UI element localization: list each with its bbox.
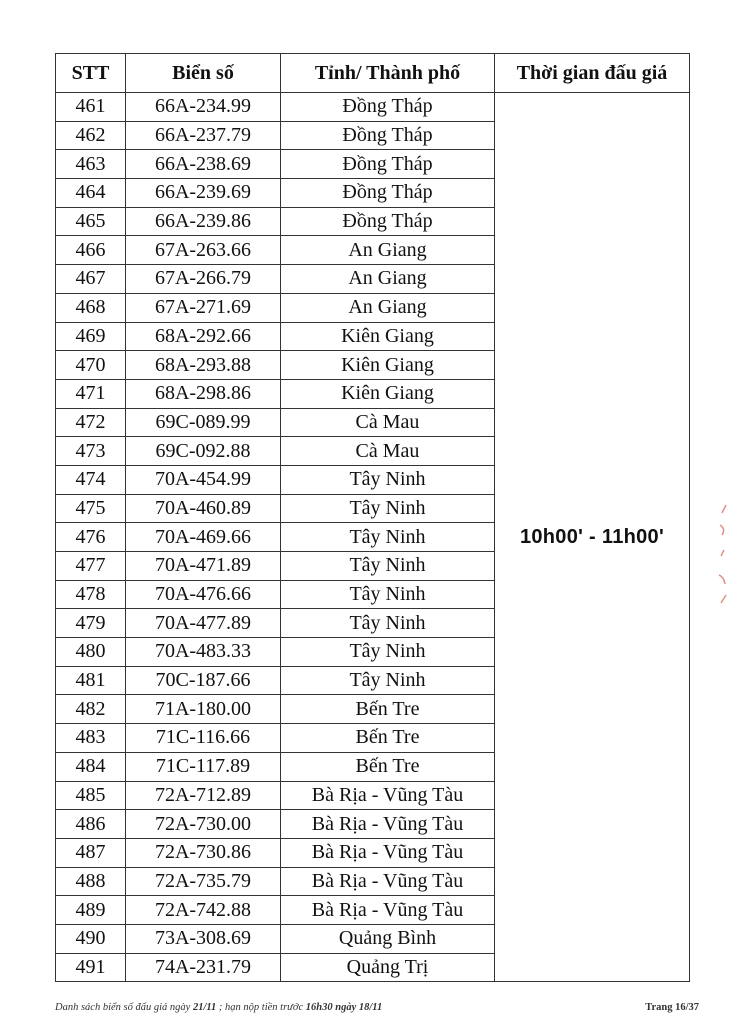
header-province: Tỉnh/ Thành phố — [281, 54, 495, 93]
cell-province: Bến Tre — [281, 695, 495, 724]
cell-plate-number: 72A-730.00 — [126, 810, 281, 839]
cell-stt: 473 — [56, 437, 126, 466]
header-plate-number: Biển số — [126, 54, 281, 93]
cell-plate-number: 70C-187.66 — [126, 666, 281, 695]
cell-plate-number: 74A-231.79 — [126, 953, 281, 982]
cell-auction-time: 10h00' - 11h00' — [495, 93, 690, 982]
cell-plate-number: 70A-476.66 — [126, 580, 281, 609]
cell-province: Tây Ninh — [281, 523, 495, 552]
cell-plate-number: 68A-293.88 — [126, 351, 281, 380]
cell-stt: 466 — [56, 236, 126, 265]
cell-province: Đồng Tháp — [281, 121, 495, 150]
cell-stt: 490 — [56, 924, 126, 953]
cell-plate-number: 67A-271.69 — [126, 293, 281, 322]
footer-middle: ; hạn nộp tiền trước — [218, 1002, 304, 1013]
table-header-row — [56, 54, 690, 93]
cell-province: Bến Tre — [281, 752, 495, 781]
cell-province: Tây Ninh — [281, 666, 495, 695]
cell-plate-number: 69C-089.99 — [126, 408, 281, 437]
cell-plate-number: 66A-237.79 — [126, 121, 281, 150]
cell-stt: 484 — [56, 752, 126, 781]
cell-province: Bà Rịa - Vũng Tàu — [281, 838, 495, 867]
cell-province: Đồng Tháp — [281, 93, 495, 122]
cell-province: Kiên Giang — [281, 322, 495, 351]
cell-province: Bà Rịa - Vũng Tàu — [281, 896, 495, 925]
cell-stt: 482 — [56, 695, 126, 724]
cell-province: Đồng Tháp — [281, 207, 495, 236]
cell-stt: 467 — [56, 265, 126, 294]
cell-plate-number: 71A-180.00 — [126, 695, 281, 724]
cell-stt: 491 — [56, 953, 126, 982]
cell-stt: 475 — [56, 494, 126, 523]
cell-plate-number: 68A-298.86 — [126, 379, 281, 408]
cell-stt: 487 — [56, 838, 126, 867]
cell-plate-number: 72A-712.89 — [126, 781, 281, 810]
cell-province: Tây Ninh — [281, 638, 495, 667]
cell-province: An Giang — [281, 236, 495, 265]
cell-stt: 464 — [56, 179, 126, 208]
cell-stt: 488 — [56, 867, 126, 896]
cell-plate-number: 67A-266.79 — [126, 265, 281, 294]
cell-province: Tây Ninh — [281, 580, 495, 609]
cell-province: Bà Rịa - Vũng Tàu — [281, 810, 495, 839]
cell-province: Tây Ninh — [281, 465, 495, 494]
cell-plate-number: 67A-263.66 — [126, 236, 281, 265]
auction-plates-table — [55, 53, 690, 982]
cell-stt: 483 — [56, 724, 126, 753]
cell-province: An Giang — [281, 293, 495, 322]
cell-province: Kiên Giang — [281, 351, 495, 380]
page-number: Trang 16/37 — [645, 1002, 699, 1013]
cell-stt: 471 — [56, 379, 126, 408]
cell-stt: 489 — [56, 896, 126, 925]
footer-prefix: Danh sách biển số đấu giá ngày — [55, 1002, 191, 1013]
cell-province: Đồng Tháp — [281, 150, 495, 179]
cell-plate-number: 70A-454.99 — [126, 465, 281, 494]
cell-stt: 472 — [56, 408, 126, 437]
cell-stt: 476 — [56, 523, 126, 552]
cell-plate-number: 70A-469.66 — [126, 523, 281, 552]
cell-plate-number: 71C-116.66 — [126, 724, 281, 753]
cell-province: Tây Ninh — [281, 609, 495, 638]
cell-plate-number: 71C-117.89 — [126, 752, 281, 781]
cell-province: Bến Tre — [281, 724, 495, 753]
cell-stt: 485 — [56, 781, 126, 810]
cell-stt: 461 — [56, 93, 126, 122]
cell-plate-number: 70A-460.89 — [126, 494, 281, 523]
cell-province: Tây Ninh — [281, 494, 495, 523]
cell-stt: 477 — [56, 552, 126, 581]
cell-province: Bà Rịa - Vũng Tàu — [281, 867, 495, 896]
footer-date: 21/11 — [192, 1002, 217, 1013]
cell-stt: 478 — [56, 580, 126, 609]
cell-stt: 470 — [56, 351, 126, 380]
cell-province: Cà Mau — [281, 437, 495, 466]
cell-stt: 480 — [56, 638, 126, 667]
cell-stt: 474 — [56, 465, 126, 494]
cell-plate-number: 66A-239.69 — [126, 179, 281, 208]
table-body — [56, 93, 690, 982]
cell-stt: 469 — [56, 322, 126, 351]
cell-plate-number: 72A-730.86 — [126, 838, 281, 867]
cell-province: Bà Rịa - Vũng Tàu — [281, 781, 495, 810]
cell-province: Tây Ninh — [281, 552, 495, 581]
cell-plate-number: 73A-308.69 — [126, 924, 281, 953]
cell-plate-number: 66A-234.99 — [126, 93, 281, 122]
cell-plate-number: 66A-238.69 — [126, 150, 281, 179]
cell-plate-number: 70A-471.89 — [126, 552, 281, 581]
cell-plate-number: 66A-239.86 — [126, 207, 281, 236]
cell-province: Quảng Bình — [281, 924, 495, 953]
cell-plate-number: 69C-092.88 — [126, 437, 281, 466]
table-row — [56, 93, 690, 122]
cell-stt: 463 — [56, 150, 126, 179]
cell-province: Kiên Giang — [281, 379, 495, 408]
cell-stt: 468 — [56, 293, 126, 322]
stamp-fragment-icon — [716, 495, 730, 615]
cell-plate-number: 72A-742.88 — [126, 896, 281, 925]
cell-province: An Giang — [281, 265, 495, 294]
page-footer — [55, 1002, 699, 1013]
cell-province: Quảng Trị — [281, 953, 495, 982]
cell-stt: 465 — [56, 207, 126, 236]
cell-plate-number: 68A-292.66 — [126, 322, 281, 351]
stamp-mark — [716, 495, 730, 615]
cell-plate-number: 70A-477.89 — [126, 609, 281, 638]
footer-deadline: 16h30 ngày 18/11 — [305, 1002, 383, 1013]
cell-plate-number: 72A-735.79 — [126, 867, 281, 896]
cell-province: Cà Mau — [281, 408, 495, 437]
header-auction-time: Thời gian đấu giá — [495, 54, 690, 93]
cell-stt: 486 — [56, 810, 126, 839]
cell-province: Đồng Tháp — [281, 179, 495, 208]
cell-plate-number: 70A-483.33 — [126, 638, 281, 667]
header-stt: STT — [56, 54, 126, 93]
cell-stt: 481 — [56, 666, 126, 695]
cell-stt: 462 — [56, 121, 126, 150]
cell-stt: 479 — [56, 609, 126, 638]
